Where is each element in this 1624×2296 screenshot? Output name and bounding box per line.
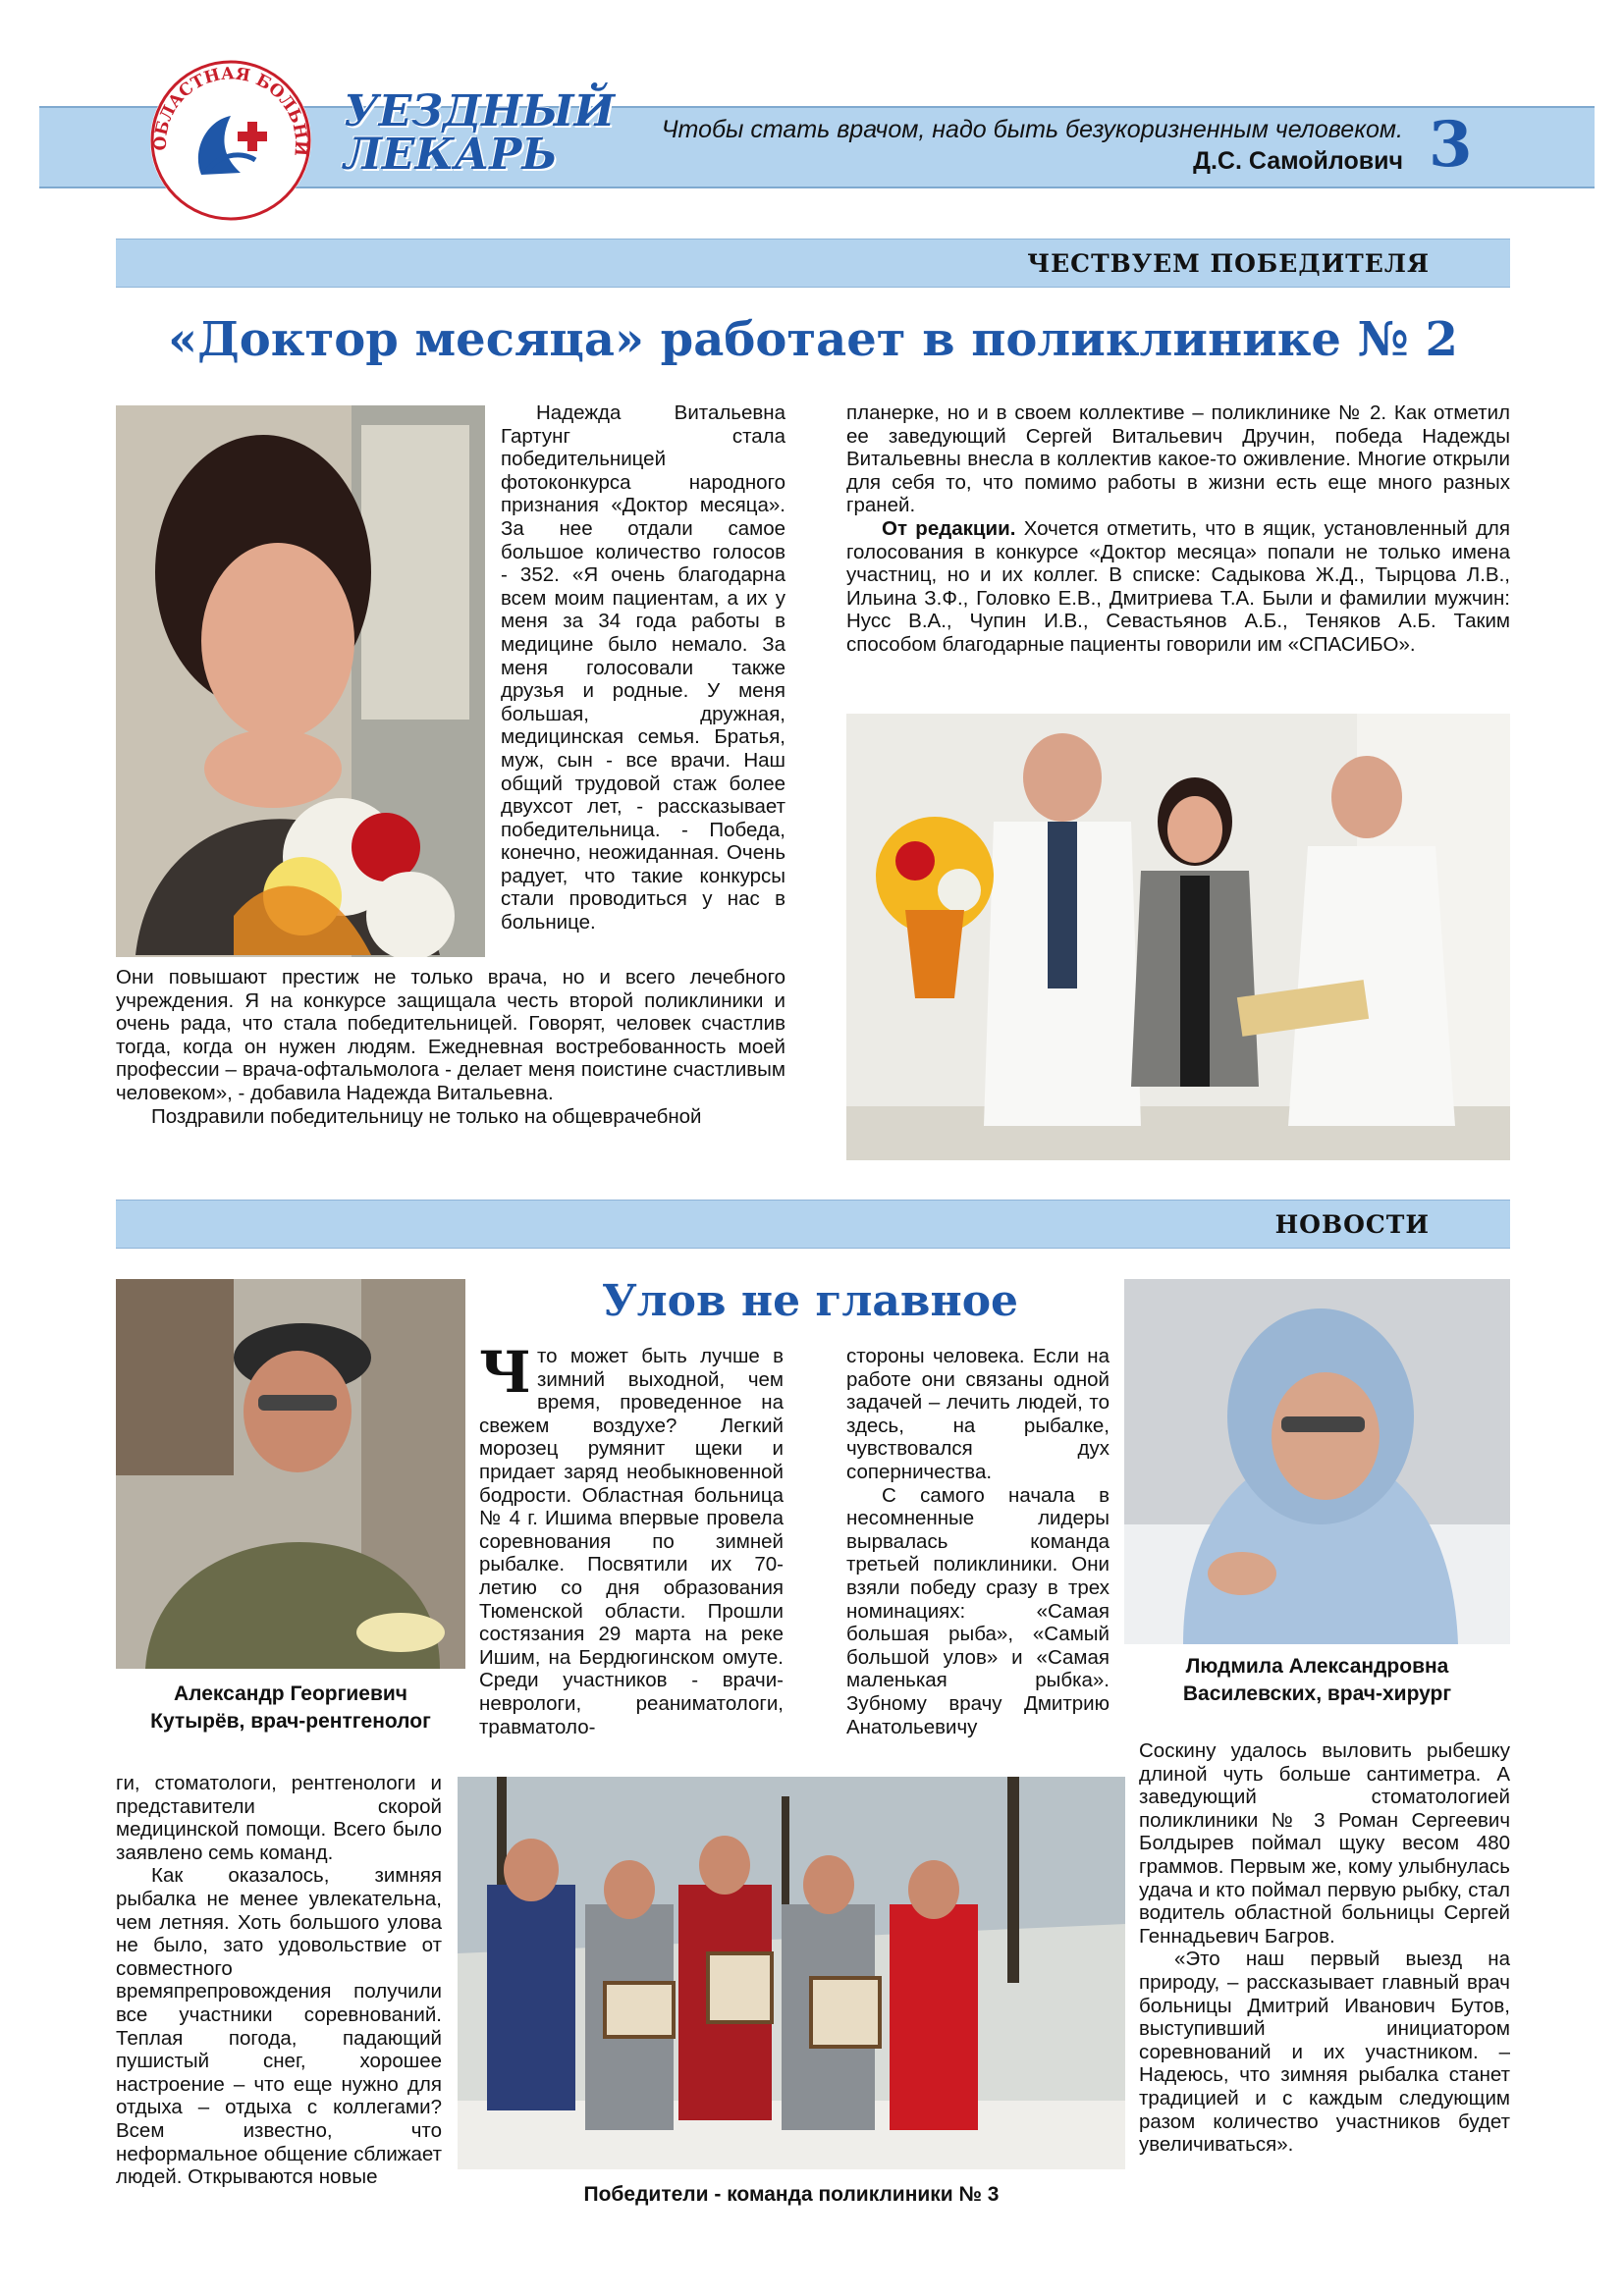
epigraph (657, 114, 1403, 177)
epigraph-text: Чтобы стать врачом, надо быть безукоризненным человеком. (661, 116, 1403, 143)
portrait-vasilevskikh-photo (1124, 1279, 1510, 1644)
team-photo (458, 1777, 1125, 2169)
article2-text-col-c: Соскину удалось выловить рыбешку длиной чуть больше сантиметра. А заведующий стоматологией поликлиники № 3 Роман Сергеевич Болдырев поймал щуку весом 480 граммов. Первым же, кому улыбнулась удача и кто поймал первую рыбку, стал водитель областной больницы Сергей Геннадьевич Багров. «Это наш первый выезд на природу, – рассказывает главный врач больницы Дмитрий Иванович Бутов, выступивший инициатором соревнований и их участником. – Надеюсь, что зимняя рыбалка станет традицией и с каждым следующим разом количество участников будет увеличиваться». (1139, 1739, 1510, 2157)
article1-text-narrow: Надежда Витальевна Гартунг стала победительницей фотоконкурса народного признания «Доктор месяца». За нее отдали самое большое количество голосов - 352. «Я очень благодарна всем моим пациентам, а их у меня за 34 года работы в медицине было немало. За меня голосовали также друзья и родные. У меня большая, дружная, медицинская семья. Братья, муж, сын - все врачи. Наш общий трудовой стаж более двухсот лет, - рассказывает победительница. - Победа, конечно, неожиданная. Очень радует, что такие конкурсы стали проводиться у нас в больнице. (501, 401, 785, 934)
caption-kutyrev: Александр Георгиевич Кутырёв, врач-рентгенолог (150, 1682, 431, 1733)
editorial-label: От редакции. (882, 516, 1016, 540)
caption-team: Победители - команда поликлиники № 3 (583, 2183, 1000, 2206)
svg-text:ОБЛАСТНАЯ БОЛЬНИЦА № 4: ОБЛАСТНАЯ БОЛЬНИ (150, 64, 311, 157)
article2-text-col-left: ги, стоматологи, рентгенологи и представители скорой медицинской помощи. Всего было заявлено семь команд. Как оказалось, зимняя рыбалка не менее увлекательна, чем летняя. Хоть большого улова не было, зато удовольствие от совместного времяпрепровождения получили все участники соревнований. Теплая погода, падающий пушистый снег, хорошее настроение – что еще нужно для отдыха – отдыха с коллегами? Всем известно, что неформальное общение сближает людей. Открываются новые (116, 1772, 442, 2189)
caption-vasilevskikh: Людмила Александровна Василевских, врач-хирург (1182, 1655, 1452, 1705)
article2-text-col-b: стороны человека. Если на работе они связаны одной задачей – лечить людей, то здесь, на рыбалке, чувствовался дух соперничества. С самого начала в несомненные лидеры вырвалась команда третьей поликлиники. Они взяли победу сразу в трех номинациях: «Самая большая рыба», «Самый большой улов» и «Самая маленькая рыбка». Зубному врачу Дмитрию Анатольевичу (846, 1345, 1110, 1738)
article2-text-col-a: Что может быть лучше в зимний выходной, чем время, проведенное на свежем воздухе? Легкий морозец румянит щеки и придает заряд необыкновенной бодрости. Областная больница № 4 г. Ишима впервые провела соревнования по зимней рыбалке. Посвятили их 70-летию со дня образования Тюменской области. Прошли состязания 29 марта на реке Ишим, на Бердюгинском омуте. Среди участников - врачи-неврологи, реаниматологи, травматоло- (479, 1339, 784, 1738)
section-label: НОВОСТИ (1274, 1210, 1430, 1239)
article2-headline: Улов не главное (601, 1276, 1019, 1326)
page-number: 3 (1429, 108, 1473, 182)
portrait-photo (116, 405, 485, 957)
epigraph-author: Д.С. Самойлович (1193, 147, 1403, 175)
section-label: ЧЕСТВУЕМ ПОБЕДИТЕЛЯ (1027, 249, 1430, 278)
article1-text-wide: Они повышают престиж не только врача, но и всего лечебного учреждения. Я на конкурсе защищала честь второй поликлиники и очень рада, что стала победительницей. Говорят, человек счастлив тогда, когда он нужен людям. Ежедневная востребованность моей профессии – врача-офтальмолога - делает меня поистине счастливым человеком», - добавила Надежда Витальевна. Поздравили победительницу не только на общеврачебной (116, 966, 785, 1128)
article1-headline: «Доктор месяца» работает в поликлинике № 2 (168, 312, 1458, 367)
portrait-kutyrev-photo (116, 1279, 465, 1669)
dropcap: Ч (479, 1339, 531, 1406)
newspaper-title: УЕЗДНЫЙ ЛЕКАРЬ (344, 86, 616, 180)
article1-text-right: планерке, но и в своем коллективе – поликлинике № 2. Как отметил ее заведующий Сергей Витальевич Дручин, победа Надежды Витальевны внесла в коллектив какое-то оживление. Многие открыли для себя то, что помимо работы в жизни есть еще много разных граней. От редакции. Хочется отметить, что в ящик, установленный для голосования в конкурсе «Доктор месяца» попали не только имена участниц, но и их коллег. В списке: Садыкова Ж.Д., Тырцова Л.В., Ильина З.Ф., Головко Е.В., Дмитриева Т.А. Были и фамилии мужчин: Нусс В.А., Чупин И.В., Севастьянов А.Б., Теняков А.Б. Таким способом благодарные пациенты говорили им «СПАСИБО». (846, 401, 1510, 656)
section-bar-honoring (116, 239, 1510, 288)
hospital-logo (147, 57, 314, 224)
award-ceremony-photo (846, 714, 1510, 1160)
section-bar-news (116, 1200, 1510, 1249)
